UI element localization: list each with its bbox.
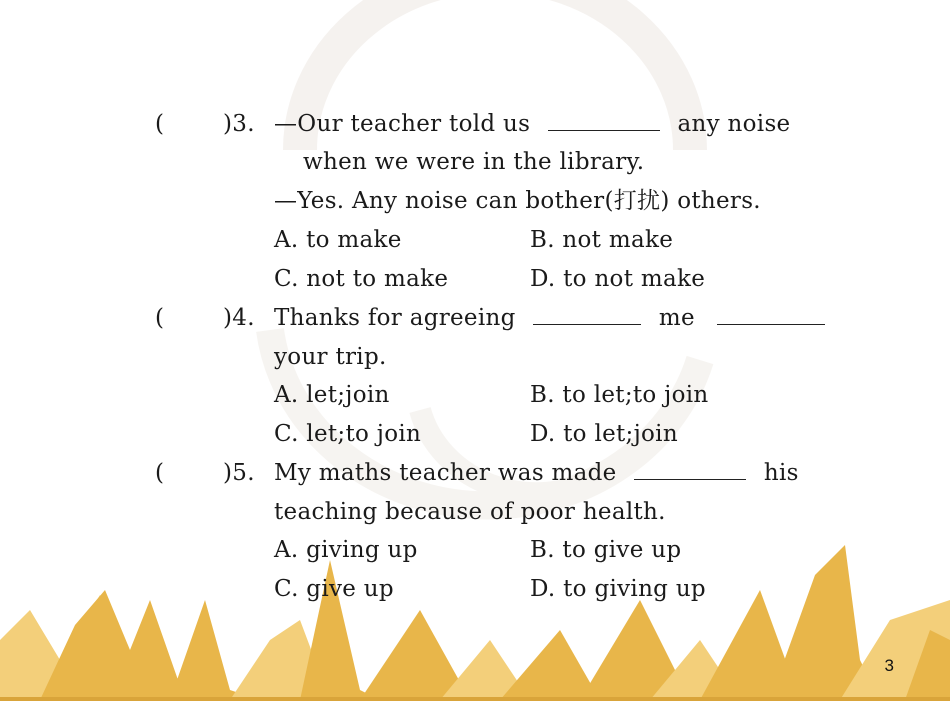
question-number: )4. — [223, 305, 255, 331]
option-d[interactable]: D. to let;join — [530, 421, 678, 447]
option-c[interactable]: C. give up — [274, 576, 394, 602]
answer-blank — [634, 459, 746, 480]
option-a[interactable]: A. let;join — [274, 382, 390, 408]
option-b[interactable]: B. not make — [530, 227, 674, 253]
answer-bracket[interactable]: ( — [155, 305, 165, 331]
question-stem-line: —Our teacher told us any noise — [274, 111, 791, 137]
option-b[interactable]: B. to let;to join — [530, 382, 709, 408]
question-stem-line: Thanks for agreeing me — [274, 304, 825, 332]
question-stem-line: teaching because of poor health. — [274, 499, 666, 525]
question-stem-line: when we were in the library. — [303, 149, 645, 175]
answer-blank — [533, 304, 641, 325]
question-stem-line: —Yes. Any noise can bother(打扰) others. — [274, 188, 761, 214]
question-number: )5. — [223, 460, 255, 486]
option-d[interactable]: D. to giving up — [530, 576, 706, 602]
question-number: )3. — [223, 111, 255, 137]
question-stem-line: My maths teacher was made his — [274, 460, 799, 486]
answer-blank — [717, 304, 825, 325]
answer-blank — [548, 110, 660, 131]
option-c[interactable]: C. not to make — [274, 266, 449, 292]
page-number: 3 — [884, 656, 894, 675]
question-stem-line: your trip. — [274, 344, 387, 370]
option-a[interactable]: A. to make — [274, 227, 402, 253]
option-c[interactable]: C. let;to join — [274, 421, 422, 447]
option-a[interactable]: A. giving up — [274, 537, 418, 563]
answer-bracket[interactable]: ( — [155, 111, 165, 137]
option-b[interactable]: B. to give up — [530, 537, 682, 563]
answer-bracket[interactable]: ( — [155, 460, 165, 486]
option-d[interactable]: D. to not make — [530, 266, 706, 292]
